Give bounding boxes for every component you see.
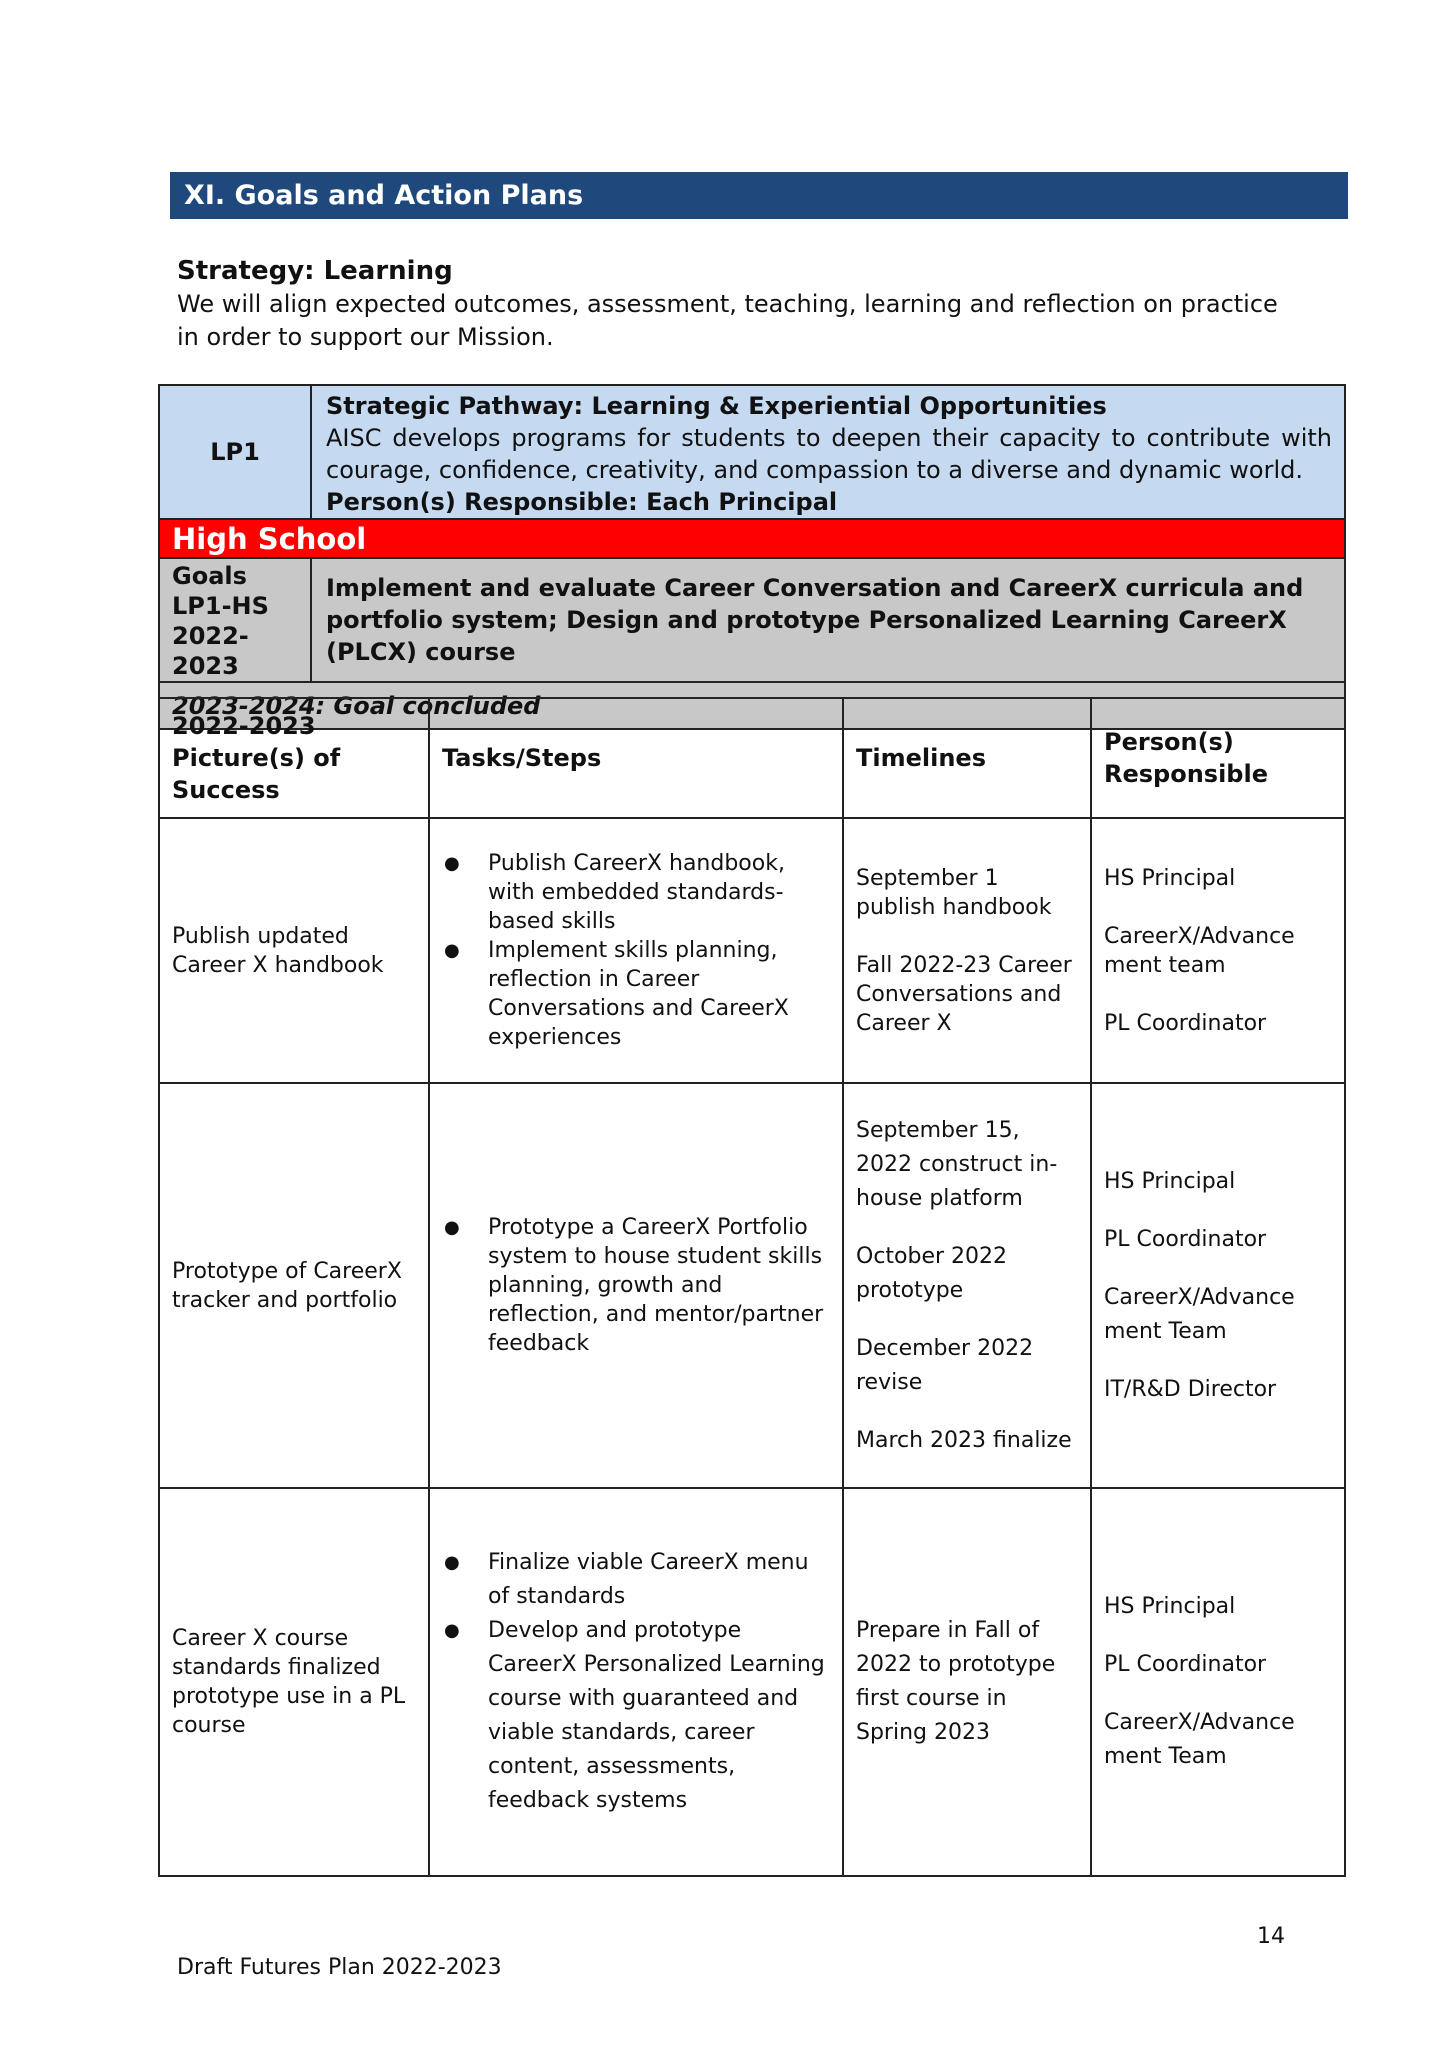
timelines-cell [843, 818, 1091, 1083]
table-row [159, 818, 1345, 1083]
task-item: ● Prototype a CareerX Portfolio system to house student skills planning, growth and reflection, and mentor/partner feedback [488, 1213, 830, 1358]
lp-id: LP1 [159, 385, 311, 519]
goal-concluded: 2023-2024: Goal concluded [159, 682, 1345, 729]
success-cell: Prototype of CareerX tracker and portfolio [159, 1083, 429, 1488]
header-persons [1091, 698, 1345, 818]
timeline-item: September 15, 2022 construct in-house platform [856, 1117, 1058, 1211]
person-item: HS Principal [1104, 865, 1236, 891]
tasks-cell [429, 818, 843, 1083]
strategy-block [177, 255, 1307, 354]
timeline-item: October 2022 prototype [856, 1243, 1008, 1303]
timelines-cell [843, 1488, 1091, 1876]
strategy-title: Strategy: Learning [177, 256, 453, 286]
timeline-item: September 1 publish handbook [856, 865, 1052, 920]
person-item: PL Coordinator [1104, 1652, 1267, 1677]
person-item: PL Coordinator [1104, 1226, 1267, 1252]
action-plan-table [158, 697, 1346, 1877]
header-tasks: Tasks/Steps [429, 698, 843, 818]
task-item: ● Publish CareerX handbook, with embedded standards-based skills [488, 849, 830, 936]
task-item: ● Finalize viable CareerX menu of standards [488, 1546, 830, 1614]
pathway-table [158, 384, 1346, 730]
page-number: 14 [1257, 1924, 1285, 1949]
pathway-text: AISC develops programs for students to deepen their capacity to contribute with courage, confidence, creativity, and compassion to a diverse and dynamic world. [326, 424, 1332, 484]
persons-cell [1091, 1083, 1345, 1488]
timeline-item: December 2022 revise [856, 1335, 1034, 1395]
header-success-1: 2022-2023 [172, 712, 316, 740]
strategy-text: We will align expected outcomes, assessment, teaching, learning and reflection on practice in order to support our Mission. [177, 290, 1278, 351]
success-cell: Career X course standards finalized prototype use in a PL course [159, 1488, 429, 1876]
header-success-3: Success [172, 776, 280, 804]
persons-cell [1091, 1488, 1345, 1876]
table-row [159, 1083, 1345, 1488]
person-item: PL Coordinator [1104, 1010, 1267, 1036]
person-item: HS Principal [1104, 1168, 1236, 1194]
goals-label-1: Goals [172, 562, 247, 590]
timeline-item: Prepare in Fall of 2022 to prototype first course in Spring 2023 [856, 1618, 1056, 1745]
timeline-item: Fall 2022-23 Career Conversations and Career X [856, 952, 1072, 1036]
task-item: ● Develop and prototype CareerX Personalized Learning course with guaranteed and viable standards, career content, assessments, feedback systems [488, 1614, 830, 1818]
task-item: ● Implement skills planning, reflection in Career Conversations and CareerX experiences [488, 936, 830, 1052]
section-header: XI. Goals and Action Plans [170, 172, 1348, 219]
table-row [159, 1488, 1345, 1876]
tasks-cell [429, 1083, 843, 1488]
goals-text: Implement and evaluate Career Conversation and CareerX curricula and portfolio system; Design and prototype Personalized Learning CareerX (PLCX) course [311, 558, 1345, 682]
timelines-cell [843, 1083, 1091, 1488]
header-persons-2: Responsible [1104, 760, 1268, 788]
tasks-cell [429, 1488, 843, 1876]
header-success [159, 698, 429, 818]
person-item: HS Principal [1104, 1594, 1236, 1619]
goals-label-2: LP1-HS [172, 592, 269, 620]
persons-cell [1091, 818, 1345, 1083]
header-persons-1: Person(s) [1104, 728, 1234, 756]
goals-label [159, 558, 311, 682]
school-banner: High School [159, 519, 1345, 558]
person-item: CareerX/Advance ment team [1104, 923, 1295, 978]
timeline-item: March 2023 finalize [856, 1427, 1072, 1453]
person-item: IT/R&D Director [1104, 1376, 1277, 1402]
footer-text: Draft Futures Plan 2022-2023 [177, 1955, 502, 1980]
header-success-2: Picture(s) of [172, 744, 341, 772]
pathway-title: Strategic Pathway: Learning & Experiential Opportunities [326, 392, 1107, 420]
success-cell: Publish updated Career X handbook [159, 818, 429, 1083]
person-item: CareerX/Advance ment Team [1104, 1710, 1295, 1769]
pathway-responsible: Person(s) Responsible: Each Principal [326, 488, 838, 516]
header-timelines: Timelines [843, 698, 1091, 818]
pathway-cell [311, 385, 1345, 519]
goals-label-3: 2022-2023 [172, 622, 249, 680]
person-item: CareerX/Advance ment Team [1104, 1284, 1295, 1344]
